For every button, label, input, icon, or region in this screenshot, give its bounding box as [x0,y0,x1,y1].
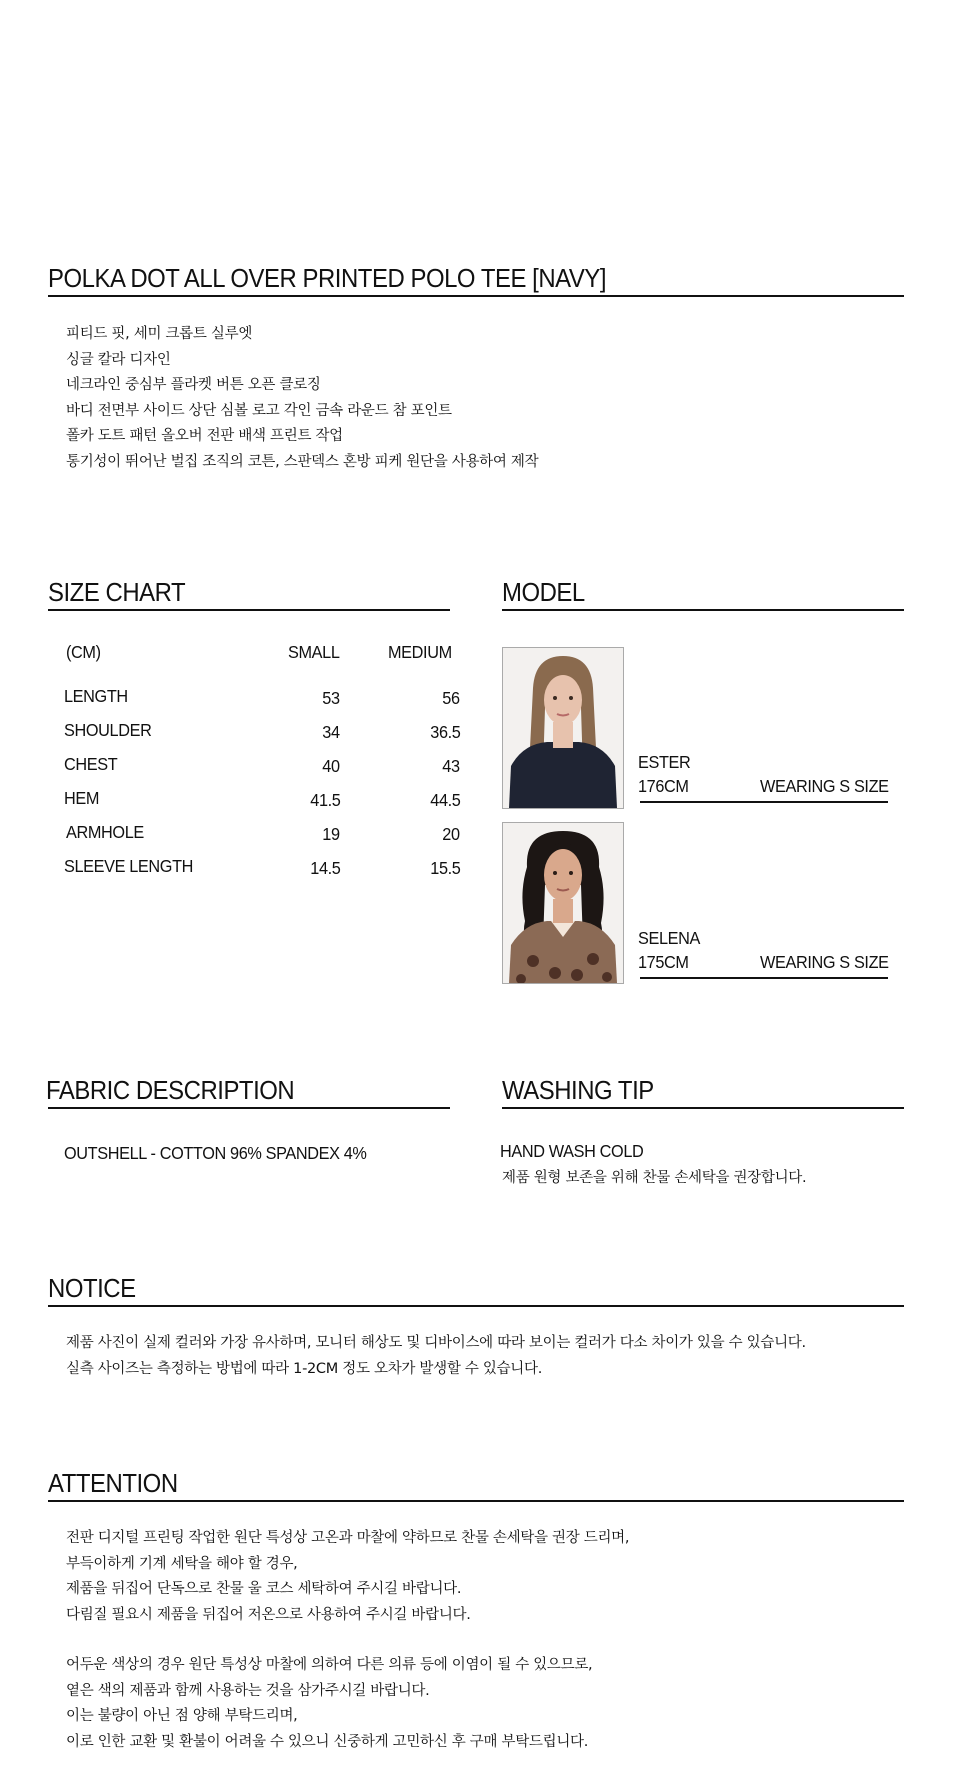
attention-text-block-2 [66,1653,592,1755]
model-photo-ester [502,647,624,809]
size-row-name: HEM [64,788,100,808]
table-row [64,680,460,714]
size-row-name: CHEST [64,754,118,774]
washing-instruction: HAND WASH COLD [500,1141,644,1161]
fabric-heading: FABRIC DESCRIPTION [46,1075,295,1105]
size-row-small: 41.5 [309,790,340,810]
attention-line: 제품을 뒤집어 단독으로 찬물 울 코스 세탁하여 주시길 바랍니다. [66,1581,462,1597]
attention-line: 이는 불량이 아닌 점 양해 부탁드리며, [66,1708,298,1724]
size-row-medium: 56 [442,688,460,708]
attention-line: 전판 디지털 프린팅 작업한 원단 특성상 고온과 마찰에 약하므로 찬물 손세탁을 권장 드리며, [66,1530,630,1546]
table-row [64,714,460,748]
description-line: 폴카 도트 패턴 올오버 전판 배색 프린트 작업 [66,428,343,444]
size-row-small: 34 [322,722,340,742]
attention-text-block-1 [66,1526,629,1628]
size-row-name: ARMHOLE [66,822,144,842]
title-divider [48,295,904,297]
size-unit: (CM) [66,642,101,662]
washing-heading: WASHING TIP [502,1075,654,1105]
attention-line: 부득이하게 기계 세탁을 해야 할 경우, [66,1555,298,1572]
notice-divider [48,1305,904,1307]
size-row-name: LENGTH [64,686,128,706]
description-line: 싱글 칼라 디자인 [66,351,171,368]
size-row-medium: 15.5 [429,858,460,878]
model-wearing-size: WEARING S SIZE [760,776,889,796]
fabric-composition: OUTSHELL - COTTON 96% SPANDEX 4% [64,1143,367,1163]
model-divider [502,609,904,611]
size-row-name: SLEEVE LENGTH [64,856,194,876]
description-line: 네크라인 중심부 플라켓 버튼 오픈 클로징 [66,377,321,393]
model-portrait-image [503,648,623,808]
attention-line: 이로 인한 교환 및 환불이 어려울 수 있으니 신중하게 고민하신 후 구매 부탁드립니다. [66,1733,589,1750]
washing-note: 제품 원형 보존을 위해 찬물 손세탁을 권장합니다. [502,1170,807,1186]
size-row-medium: 36.5 [429,722,460,742]
model-height: 175CM [638,952,689,972]
model-divider [640,801,888,803]
table-row [64,816,460,850]
model-photo-selena [502,822,624,984]
product-title: POLKA DOT ALL OVER PRINTED POLO TEE [NAVY] [48,263,607,293]
notice-line: 제품 사진이 실제 컬러와 가장 유사하며, 모니터 해상도 및 디바이스에 따라 보이는 컬러가 다소 차이가 있을 수 있습니다. [66,1335,806,1351]
description-line: 통기성이 뛰어난 벌집 조직의 코튼, 스판덱스 혼방 피케 원단을 사용하여 제작 [66,453,539,470]
description-line: 피티드 핏, 세미 크롭트 실루엣 [66,326,253,342]
table-row [64,850,460,884]
washing-divider [502,1107,904,1109]
size-row-small: 14.5 [309,858,340,878]
size-row-medium: 43 [442,756,460,776]
size-row-small: 40 [322,756,340,776]
size-chart-divider [48,609,450,611]
table-row [64,748,460,782]
notice-text [66,1331,806,1382]
size-column-medium: MEDIUM [388,642,452,662]
model-height: 176CM [638,776,689,796]
size-row-medium: 20 [442,824,460,844]
table-row [64,782,460,816]
attention-line: 다림질 필요시 제품을 뒤집어 저온으로 사용하여 주시길 바랍니다. [66,1606,471,1623]
attention-heading: ATTENTION [48,1468,178,1498]
model-wearing-size: WEARING S SIZE [760,952,889,972]
attention-divider [48,1500,904,1502]
product-description [66,322,538,475]
model-name: SELENA [638,928,701,948]
fabric-divider [48,1107,450,1109]
size-row-small: 53 [322,688,340,708]
model-divider [640,977,888,979]
notice-line: 실측 사이즈는 측정하는 방법에 따라 1-2CM 정도 오차가 발생할 수 있습니다. [66,1360,543,1377]
notice-heading: NOTICE [48,1273,136,1303]
size-row-name: SHOULDER [64,720,152,740]
attention-line: 어두운 색상의 경우 원단 특성상 마찰에 의하여 다른 의류 등에 이염이 될 수 있으므로, [66,1657,593,1673]
size-column-small: SMALL [288,642,340,662]
size-row-medium: 44.5 [429,790,460,810]
model-heading: MODEL [502,577,585,607]
size-chart-heading: SIZE CHART [48,577,186,607]
description-line: 바디 전면부 사이드 상단 심볼 로고 각인 금속 라운드 참 포인트 [66,402,452,419]
model-name: ESTER [638,752,691,772]
attention-line: 옅은 색의 제품과 함께 사용하는 것을 삼가주시길 바랍니다. [66,1682,430,1699]
size-row-small: 19 [322,824,340,844]
model-portrait-image [503,823,623,983]
